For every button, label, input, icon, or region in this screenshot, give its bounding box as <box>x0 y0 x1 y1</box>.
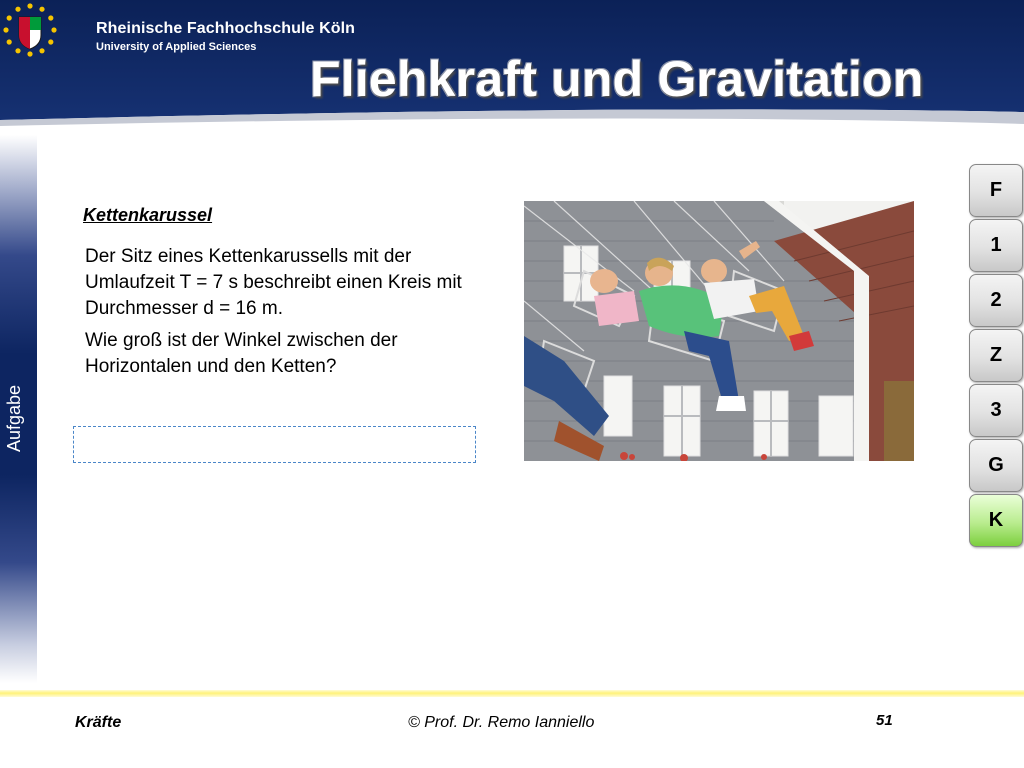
nav-button-k[interactable]: K <box>969 494 1023 547</box>
nav-button-g[interactable]: G <box>969 439 1023 492</box>
nav-button-3[interactable]: 3 <box>969 384 1023 437</box>
chain-carousel-photo-icon <box>524 201 914 461</box>
header-banner <box>0 0 1024 135</box>
university-name: Rheinische Fachhochschule Köln <box>96 20 356 37</box>
nav-button-1[interactable]: 1 <box>969 219 1023 272</box>
nav-button-z[interactable]: Z <box>969 329 1023 382</box>
slide-title: Fliehkraft und Gravitation <box>310 51 924 107</box>
university-logo-icon <box>0 0 60 60</box>
nav-button-2[interactable]: 2 <box>969 274 1023 327</box>
carousel-photo <box>524 201 914 461</box>
footer-copyright: © Prof. Dr. Remo Ianniello <box>408 714 595 731</box>
page-number: 51 <box>876 712 893 729</box>
footer-topic: Kräfte <box>75 714 122 731</box>
exercise-text-given: Der Sitz eines Kettenkarussells mit der Umlaufzeit T = 7 s beschreibt einen Kreis mit Durchmesser d = 16 m. <box>85 246 462 319</box>
answer-box[interactable] <box>73 426 476 463</box>
exercise-subtitle: Kettenkarussel <box>83 205 213 225</box>
exercise-text-question: Wie groß ist der Winkel zwischen der Horizontalen und den Ketten? <box>85 330 398 377</box>
nav-button-f[interactable]: F <box>969 164 1023 217</box>
university-subtitle: University of Applied Sciences <box>96 41 257 53</box>
side-label: Aufgabe <box>4 384 24 452</box>
footer-divider <box>0 690 1024 697</box>
